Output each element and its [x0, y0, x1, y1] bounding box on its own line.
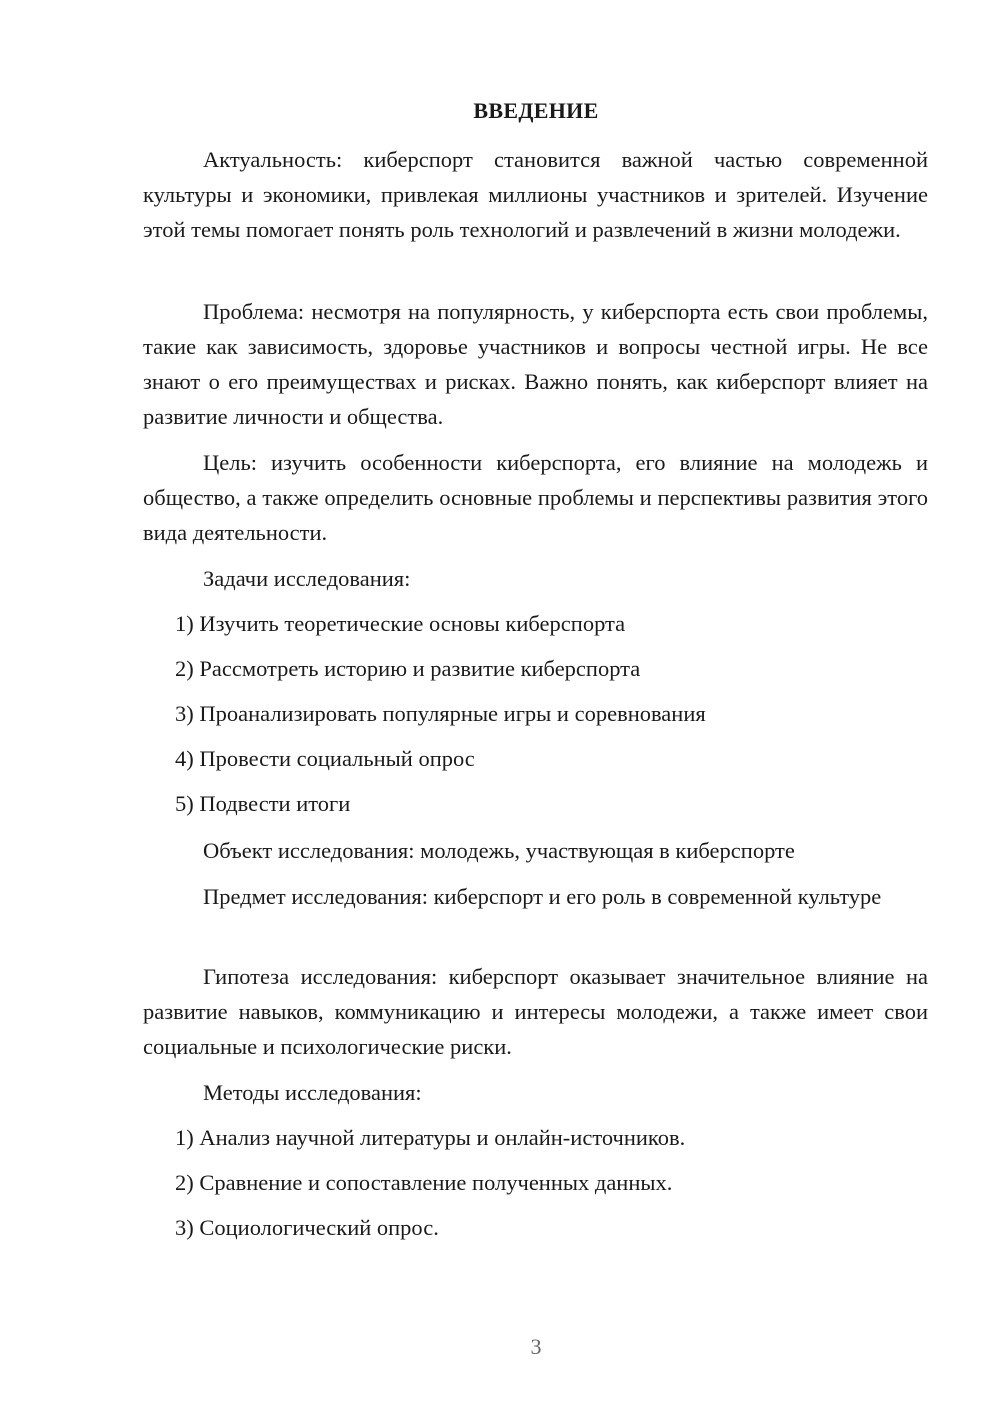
task-item: 4) Провести социальный опрос [175, 746, 475, 771]
methods-heading: Методы исследования: [203, 1080, 422, 1105]
tasks-heading: Задачи исследования: [203, 566, 411, 591]
tasks-list [143, 606, 928, 821]
paragraph-relevance: Актуальность: киберспорт становится важной частью современной культуры и экономики, привлекая миллионы участников и зрителей. Изучение этой темы помогает понять роль технологий и развлечений в жизни молодежи. [143, 147, 928, 242]
paragraph-object-block [143, 833, 928, 868]
task-item: 2) Рассмотреть историю и развитие киберспорта [175, 656, 641, 681]
method-item: 3) Социологический опрос. [175, 1215, 439, 1240]
paragraph-goal: Цель: изучить особенности киберспорта, его влияние на молодежь и общество, а также определить основные проблемы и перспективы развития этого вида деятельности. [143, 450, 928, 545]
paragraph-goal-block [143, 445, 928, 550]
paragraph-problem: Проблема: несмотря на популярность, у киберспорта есть свои проблемы, такие как зависимость, здоровье участников и вопросы честной игры. Не все знают о его преимуществах и рисках. Важно понять, как киберспорт влияет на развитие личности и общества. [143, 299, 928, 429]
tasks-heading-block [143, 561, 928, 596]
paragraph-hypothesis-block [143, 959, 928, 1064]
paragraph-subject: Предмет исследования: киберспорт и его роль в современной культуре [203, 884, 882, 909]
paragraph-subject-block [143, 879, 928, 914]
task-item: 5) Подвести итоги [175, 791, 351, 816]
methods-list [143, 1120, 928, 1245]
paragraph-relevance-block [143, 142, 928, 247]
paragraph-problem-block [143, 294, 928, 434]
task-item: 3) Проанализировать популярные игры и соревнования [175, 701, 706, 726]
paragraph-hypothesis: Гипотеза исследования: киберспорт оказывает значительное влияние на развитие навыков, коммуникацию и интересы молодежи, а также имеет свои социальные и психологические риски. [143, 964, 928, 1059]
page-number: 3 [530, 1334, 542, 1359]
methods-heading-block [143, 1075, 928, 1110]
method-item: 2) Сравнение и сопоставление полученных данных. [175, 1170, 673, 1195]
paragraph-object: Объект исследования: молодежь, участвующая в киберспорте [203, 838, 795, 863]
task-item: 1) Изучить теоретические основы киберспорта [175, 611, 626, 636]
method-item: 1) Анализ научной литературы и онлайн-источников. [175, 1125, 686, 1150]
document-title: ВВЕДЕНИЕ [473, 98, 599, 123]
